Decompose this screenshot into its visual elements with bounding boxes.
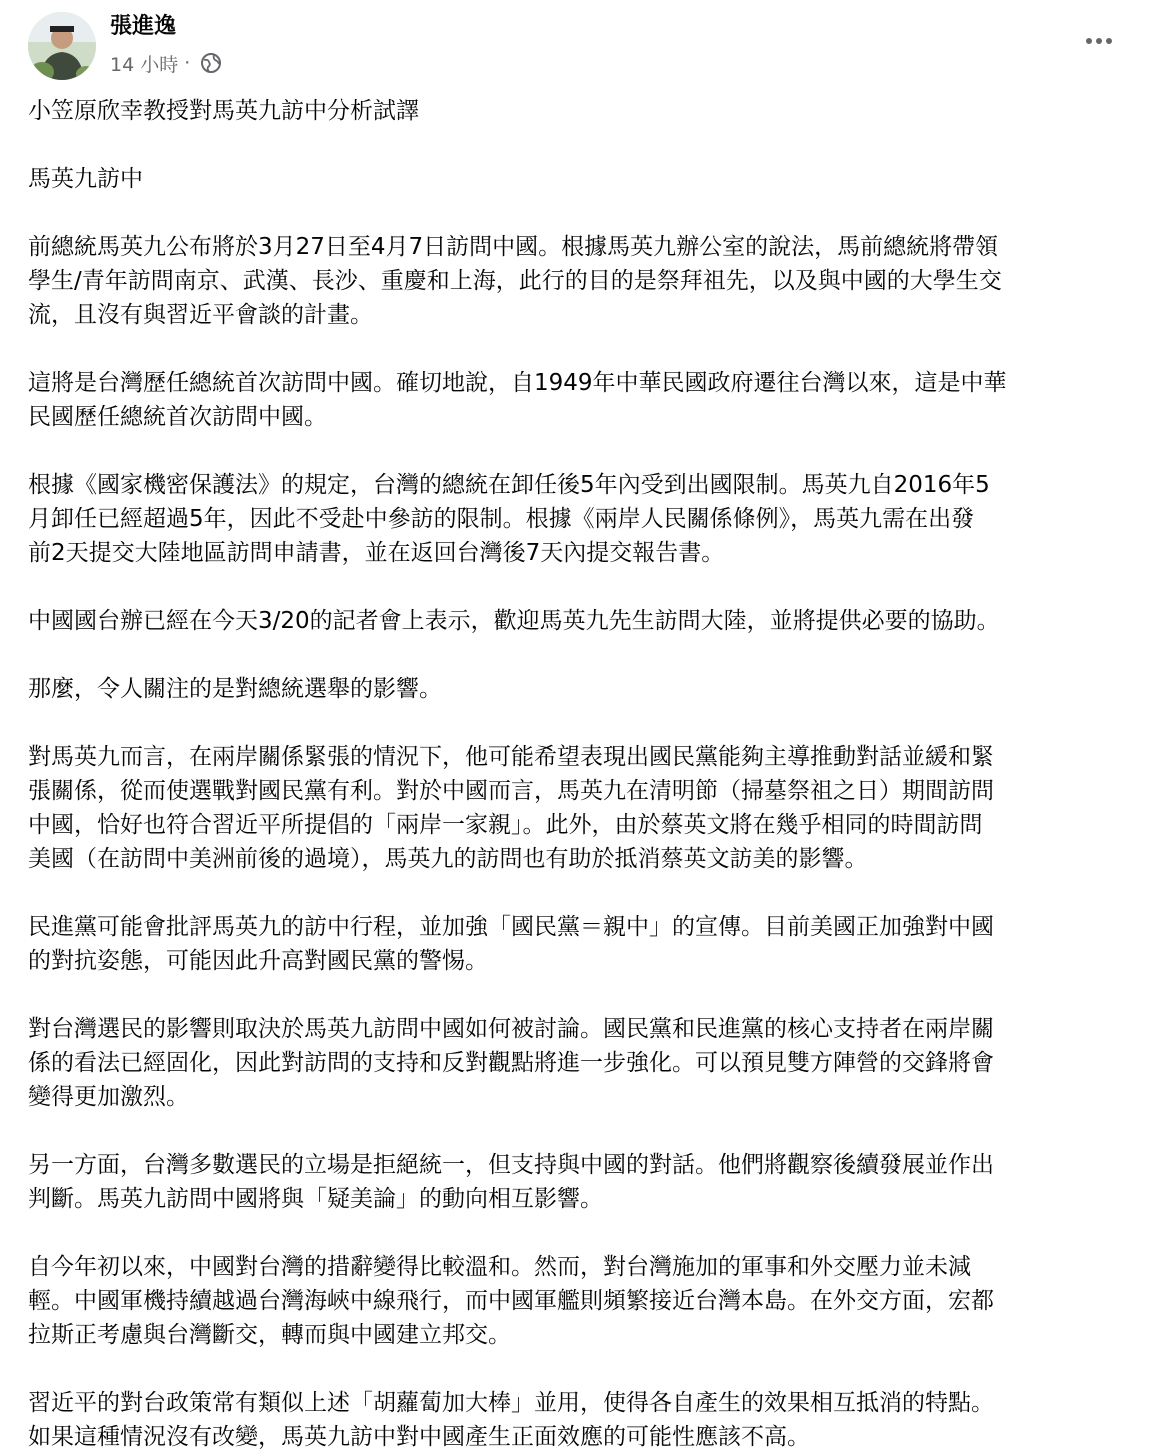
paragraph-line: 中國國台辦已經在今天3/20的記者會上表示，歡迎馬英九先生訪問大陸，並將提供必要的協助。 [28,608,1000,634]
paragraph-line: 那麼，令人關注的是對總統選舉的影響。 [28,676,442,702]
post-paragraph [28,1386,1134,1454]
post-paragraph [28,740,1134,876]
post-paragraph [28,672,1134,706]
paragraph-line: 對台灣選民的影響則取決於馬英九訪問中國如何被討論。國民黨和民進黨的核心支持者在兩岸關 [28,1016,994,1042]
paragraph-line: 根據《國家機密保護法》的規定，台灣的總統在卸任後5年內受到出國限制。馬英九自2016年5 [28,472,990,498]
paragraph-line: 的對抗姿態，可能因此升高對國民黨的警惕。 [28,948,488,974]
meta-separator: · [184,52,191,74]
paragraph-line: 對馬英九而言，在兩岸關係緊張的情況下，他可能希望表現出國民黨能夠主導推動對話並緩和緊 [28,744,994,770]
paragraph-line: 前總統馬英九公布將於3月27日至4月7日訪問中國。根據馬英九辦公室的說法，馬前總統將帶領 [28,234,999,260]
paragraph-line: 如果這種情況沒有改變，馬英九訪中對中國產生正面效應的可能性應該不高。 [28,1424,810,1450]
paragraph-line: 民國歷任總統首次訪問中國。 [28,404,327,430]
paragraph-line: 流，且沒有與習近平會談的計畫。 [28,302,373,328]
post-paragraph [28,910,1134,978]
author-avatar[interactable] [28,12,96,80]
paragraph-line: 月卸任已經超過5年，因此不受赴中參訪的限制。根據《兩岸人民關係條例》，馬英九需在出發 [28,506,975,532]
post-paragraph [28,468,1134,570]
author-name[interactable]: 張進逸 [110,14,177,39]
more-options-dot [1106,38,1112,44]
more-options-icon [1086,38,1092,44]
paragraph-line: 張關係，從而使選戰對國民黨有利。對於中國而言，馬英九在清明節（掃墓祭祖之日）期間訪問 [28,778,994,804]
paragraph-line: 變得更加激烈。 [28,1084,189,1110]
paragraph-line: 民進黨可能會批評馬英九的訪中行程，並加強「國民黨＝親中」的宣傳。目前美國正加強對中國 [28,914,994,940]
post-paragraph [28,162,1134,196]
more-options-button[interactable] [1077,24,1121,58]
post-paragraph [28,230,1134,332]
more-options-dot [1096,38,1102,44]
post-paragraph [28,1148,1134,1216]
paragraph-line: 這將是台灣歷任總統首次訪問中國。確切地說，自1949年中華民國政府遷往台灣以來，這是中華 [28,370,1007,396]
paragraph-line: 輕。中國軍機持續越過台灣海峽中線飛行，而中國軍艦則頻繁接近台灣本島。在外交方面，宏都 [28,1288,994,1314]
paragraph-line: 拉斯正考慮與台灣斷交，轉而與中國建立邦交。 [28,1322,511,1348]
post-paragraph [28,94,1134,128]
paragraph-line: 係的看法已經固化，因此對訪問的支持和反對觀點將進一步強化。可以預見雙方陣營的交鋒將會 [28,1050,994,1076]
globe-icon[interactable] [200,52,222,74]
post-meta [110,49,222,77]
post-paragraph [28,604,1134,638]
paragraph-line: 判斷。馬英九訪問中國將與「疑美論」的動向相互影響。 [28,1186,603,1212]
paragraph-line: 習近平的對台政策常有類似上述「胡蘿蔔加大棒」並用，使得各自產生的效果相互抵消的特點。 [28,1390,994,1416]
paragraph-line: 另一方面，台灣多數選民的立場是拒絕統一，但支持與中國的對話。他們將觀察後續發展並作出 [28,1152,994,1178]
post-timestamp[interactable]: 14 小時 [110,53,179,76]
post-header [0,0,1154,96]
post-paragraph [28,1012,1134,1114]
post-paragraph [28,366,1134,434]
avatar-photo-icon [28,12,96,80]
paragraph-line: 小笠原欣幸教授對馬英九訪中分析試譯 [28,98,419,124]
paragraph-line: 自今年初以來，中國對台灣的措辭變得比較溫和。然而，對台灣施加的軍事和外交壓力並未減 [28,1254,971,1280]
post-paragraph [28,1250,1134,1352]
paragraph-line: 前2天提交大陸地區訪問申請書，並在返回台灣後7天內提交報告書。 [28,540,725,566]
paragraph-line: 馬英九訪中 [28,166,143,192]
paragraph-line: 學生/青年訪問南京、武漢、長沙、重慶和上海，此行的目的是祭拜祖先，以及與中國的大學生交 [28,268,1002,294]
paragraph-line: 中國，恰好也符合習近平所提倡的「兩岸一家親」。此外，由於蔡英文將在幾乎相同的時間訪問 [28,812,983,838]
post-text [28,94,1134,1454]
paragraph-line: 美國（在訪問中美洲前後的過境），馬英九的訪問也有助於抵消蔡英文訪美的影響。 [28,846,868,872]
